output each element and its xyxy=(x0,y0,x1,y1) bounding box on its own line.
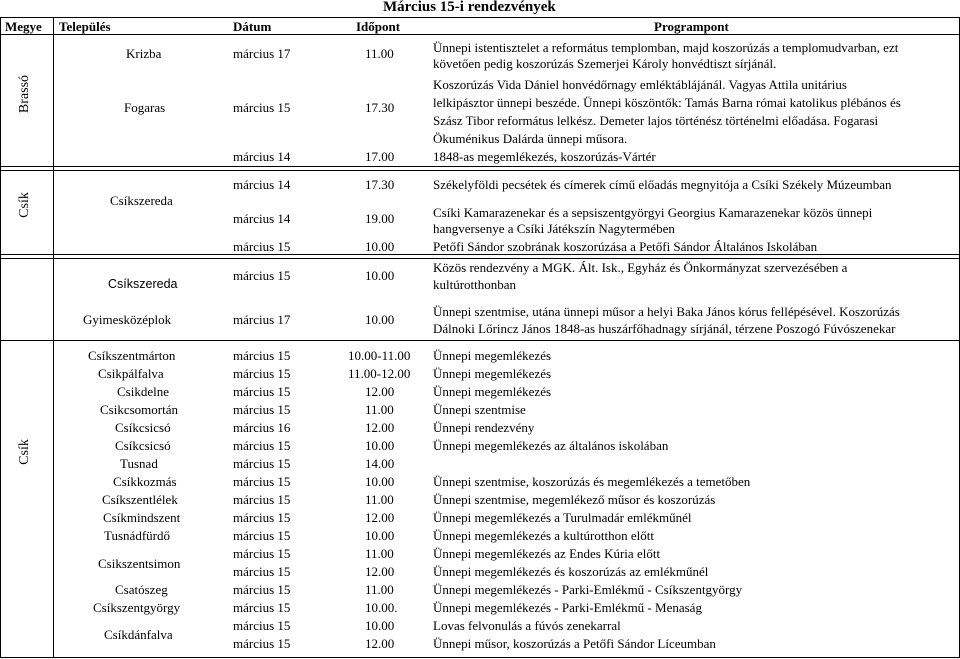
idopont-cell: 12.00 xyxy=(365,420,395,435)
program-cell: Ünnepi rendezvény xyxy=(433,420,535,435)
header-datum: Dátum xyxy=(233,19,272,34)
idopont-cell: 11.00 xyxy=(365,492,394,507)
header-idopont: Időpont xyxy=(356,19,401,34)
telepules-cell: Csíkcsicsó xyxy=(115,438,171,453)
datum-cell: március 15 xyxy=(233,348,291,363)
datum-cell: március 15 xyxy=(233,618,291,633)
idopont-cell: 10.00 xyxy=(365,312,395,327)
datum-cell: március 15 xyxy=(233,268,291,283)
datum-cell: március 15 xyxy=(233,239,291,254)
grid-line xyxy=(0,34,960,35)
datum-cell: március 15 xyxy=(233,456,291,471)
datum-cell: március 15 xyxy=(233,438,291,453)
telepules-cell: Csatószeg xyxy=(115,582,168,597)
program-cell: Koszorúzás Vida Dániel honvédőrnagy emléktáblájánál. Vagyas Attila unitárius xyxy=(433,77,847,92)
idopont-cell: 12.00 xyxy=(365,564,395,579)
program-cell: Szász Tibor református lelkész. Demeter lajos történész történelmi előadása. Fogarasi xyxy=(433,113,879,128)
datum-cell: március 17 xyxy=(233,312,291,327)
program-cell: Ökuménikus Dalárda ünnepi műsora. xyxy=(433,131,628,146)
idopont-cell: 11.00 xyxy=(365,402,394,417)
telepules-cell: Krizba xyxy=(126,46,162,61)
idopont-cell: 12.00 xyxy=(365,510,395,525)
idopont-cell: 10.00. xyxy=(365,600,398,615)
grid-line xyxy=(0,170,960,171)
idopont-cell: 11.00 xyxy=(365,546,394,561)
telepules-cell: Csíkszereda xyxy=(108,277,178,291)
program-cell: Ünnepi szentmise, utána ünnepi műsor a helyi Baka János kórus fellépésével. Koszorúzás xyxy=(433,304,900,319)
program-cell: Ünnepi megemlékezés a kultúrotthon előtt xyxy=(433,528,654,543)
idopont-cell: 10.00 xyxy=(365,618,395,633)
idopont-cell: 10.00 xyxy=(365,438,395,453)
page-title: Március 15-i rendezvények xyxy=(383,0,556,15)
telepules-cell: Tusnádfürdő xyxy=(104,528,170,543)
program-cell: Petőfi Sándor szobrának koszorúzása a Petőfi Sándor Általános Iskolában xyxy=(433,239,818,254)
idopont-cell: 11.00 xyxy=(365,582,394,597)
program-cell: Ünnepi istentisztelet a református templomban, majd koszorúzás a templomudvarban, ezt xyxy=(433,40,899,55)
telepules-cell: Gyimesközéplok xyxy=(83,312,172,327)
program-cell: Ünnepi szentmise xyxy=(433,402,526,417)
county-label-csik: Csík xyxy=(17,439,32,465)
program-cell: követően pedig koszorúzás Szemerjei Károly honvédtiszt sírjánál. xyxy=(433,56,777,71)
telepules-cell: Csíkszentmárton xyxy=(88,348,176,363)
telepules-cell: Csíkszentlélek xyxy=(102,492,178,507)
datum-cell: március 16 xyxy=(233,420,291,435)
program-cell: Ünnepi megemlékezés xyxy=(433,366,552,381)
idopont-cell: 10.00 xyxy=(365,474,395,489)
grid-line xyxy=(0,657,960,658)
datum-cell: március 15 xyxy=(233,510,291,525)
idopont-cell: 11.00 xyxy=(365,46,394,61)
telepules-cell: Csíkkozmás xyxy=(113,474,177,489)
idopont-cell: 19.00 xyxy=(365,211,395,226)
telepules-cell: Csíkdánfalva xyxy=(104,627,173,642)
program-cell: Ünnepi megemlékezés az általános iskolában xyxy=(433,438,669,453)
datum-cell: március 15 xyxy=(233,474,291,489)
idopont-cell: 10.00-11.00 xyxy=(348,348,411,363)
datum-cell: március 15 xyxy=(233,600,291,615)
grid-line xyxy=(0,258,960,259)
program-cell: hangversenye a Csíki Játékszín Nagytermében xyxy=(433,221,675,236)
datum-cell: március 14 xyxy=(233,149,291,164)
program-cell: Dálnoki Lőrincz János 1848-as huszárfőhadnagy sírjánál, térzene Poszogó Fúvószenekar xyxy=(433,321,896,336)
idopont-cell: 10.00 xyxy=(365,239,395,254)
datum-cell: március 15 xyxy=(233,384,291,399)
county-label-brasso: Brassó xyxy=(17,74,32,114)
telepules-cell: Csikpálfalva xyxy=(98,366,164,381)
telepules-cell: Fogaras xyxy=(124,100,166,115)
grid-line xyxy=(0,17,960,18)
grid-line xyxy=(0,340,960,341)
idopont-cell: 12.00 xyxy=(365,384,395,399)
datum-cell: március 15 xyxy=(233,564,291,579)
idopont-cell: 17.30 xyxy=(365,100,395,115)
datum-cell: március 14 xyxy=(233,211,291,226)
program-cell: Ünnepi megemlékezés és koszorúzás az emlékműnél xyxy=(433,564,709,579)
telepules-cell: Csíkmindszent xyxy=(103,510,181,525)
telepules-cell: Csikszentsimon xyxy=(98,556,181,571)
program-cell: Ünnepi megemlékezés - Parki-Emlékmű - Csíkszentgyörgy xyxy=(433,582,743,597)
datum-cell: március 14 xyxy=(233,177,291,192)
telepules-cell: Csíkszereda xyxy=(110,193,173,208)
program-cell: kultúrotthonban xyxy=(433,277,517,292)
county-label-csik: Csík xyxy=(17,192,32,218)
program-cell: Ünnepi szentmise, megemlékező műsor és koszorúzás xyxy=(433,492,716,507)
datum-cell: március 15 xyxy=(233,100,291,115)
program-cell: Lovas felvonulás a fúvós zenekarral xyxy=(433,618,621,633)
program-cell: lelkipásztor ünnepi beszéde. Ünnepi köszöntők: Tamás Barna római katolikus plébános és xyxy=(433,95,901,110)
program-cell: 1848-as megemlékezés, koszorúzás-Vártér xyxy=(433,149,656,164)
telepules-cell: Csíkcsicsó xyxy=(115,420,171,435)
program-cell: Ünnepi megemlékezés az Endes Kúria előtt xyxy=(433,546,661,561)
grid-line xyxy=(0,254,960,255)
telepules-cell: Csikcsomortán xyxy=(100,402,178,417)
idopont-cell: 17.30 xyxy=(365,177,395,192)
datum-cell: március 15 xyxy=(233,402,291,417)
telepules-cell: Csikdelne xyxy=(117,384,169,399)
grid-line xyxy=(0,166,960,167)
datum-cell: március 15 xyxy=(233,492,291,507)
header-megye: Megye xyxy=(5,19,42,34)
program-cell: Ünnepi szentmise, koszorúzás és megemlékezés a temetőben xyxy=(433,474,751,489)
grid-line xyxy=(0,17,1,658)
program-cell: Ünnepi megemlékezés xyxy=(433,348,552,363)
program-cell: Ünnepi megemlékezés a Turulmadár emlékműnél xyxy=(433,510,692,525)
datum-cell: március 15 xyxy=(233,582,291,597)
header-programpont: Programpont xyxy=(654,19,729,34)
program-cell: Székelyföldi pecsétek és címerek című előadás megnyitója a Csíki Székely Múzeumban xyxy=(433,177,892,192)
datum-cell: március 15 xyxy=(233,636,291,651)
idopont-cell: 17.00 xyxy=(365,149,395,164)
program-cell: Ünnepi megemlékezés - Parki-Emlékmű - Menaság xyxy=(433,600,702,615)
program-cell: Csíki Kamarazenekar és a sepsiszentgyörgyi Georgius Kamarazenekar közös ünnepi xyxy=(433,205,873,220)
idopont-cell: 14.00 xyxy=(365,456,395,471)
program-cell: Közös rendezvény a MGK. Ált. Isk., Egyház és Önkormányzat szervezésében a xyxy=(433,260,848,275)
telepules-cell: Csíkszentgyörgy xyxy=(93,600,181,615)
idopont-cell: 12.00 xyxy=(365,636,395,651)
program-cell: Ünnepi műsor, koszorúzás a Petőfi Sándor Líceumban xyxy=(433,636,716,651)
idopont-cell: 10.00 xyxy=(365,268,395,283)
grid-line xyxy=(53,17,54,658)
header-telepules: Település xyxy=(59,19,111,34)
datum-cell: március 15 xyxy=(233,546,291,561)
datum-cell: március 17 xyxy=(233,46,291,61)
telepules-cell: Tusnad xyxy=(120,456,158,471)
datum-cell: március 15 xyxy=(233,528,291,543)
idopont-cell: 11.00-12.00 xyxy=(348,366,411,381)
program-cell: Ünnepi megemlékezés xyxy=(433,384,552,399)
idopont-cell: 10.00 xyxy=(365,528,395,543)
datum-cell: március 15 xyxy=(233,366,291,381)
